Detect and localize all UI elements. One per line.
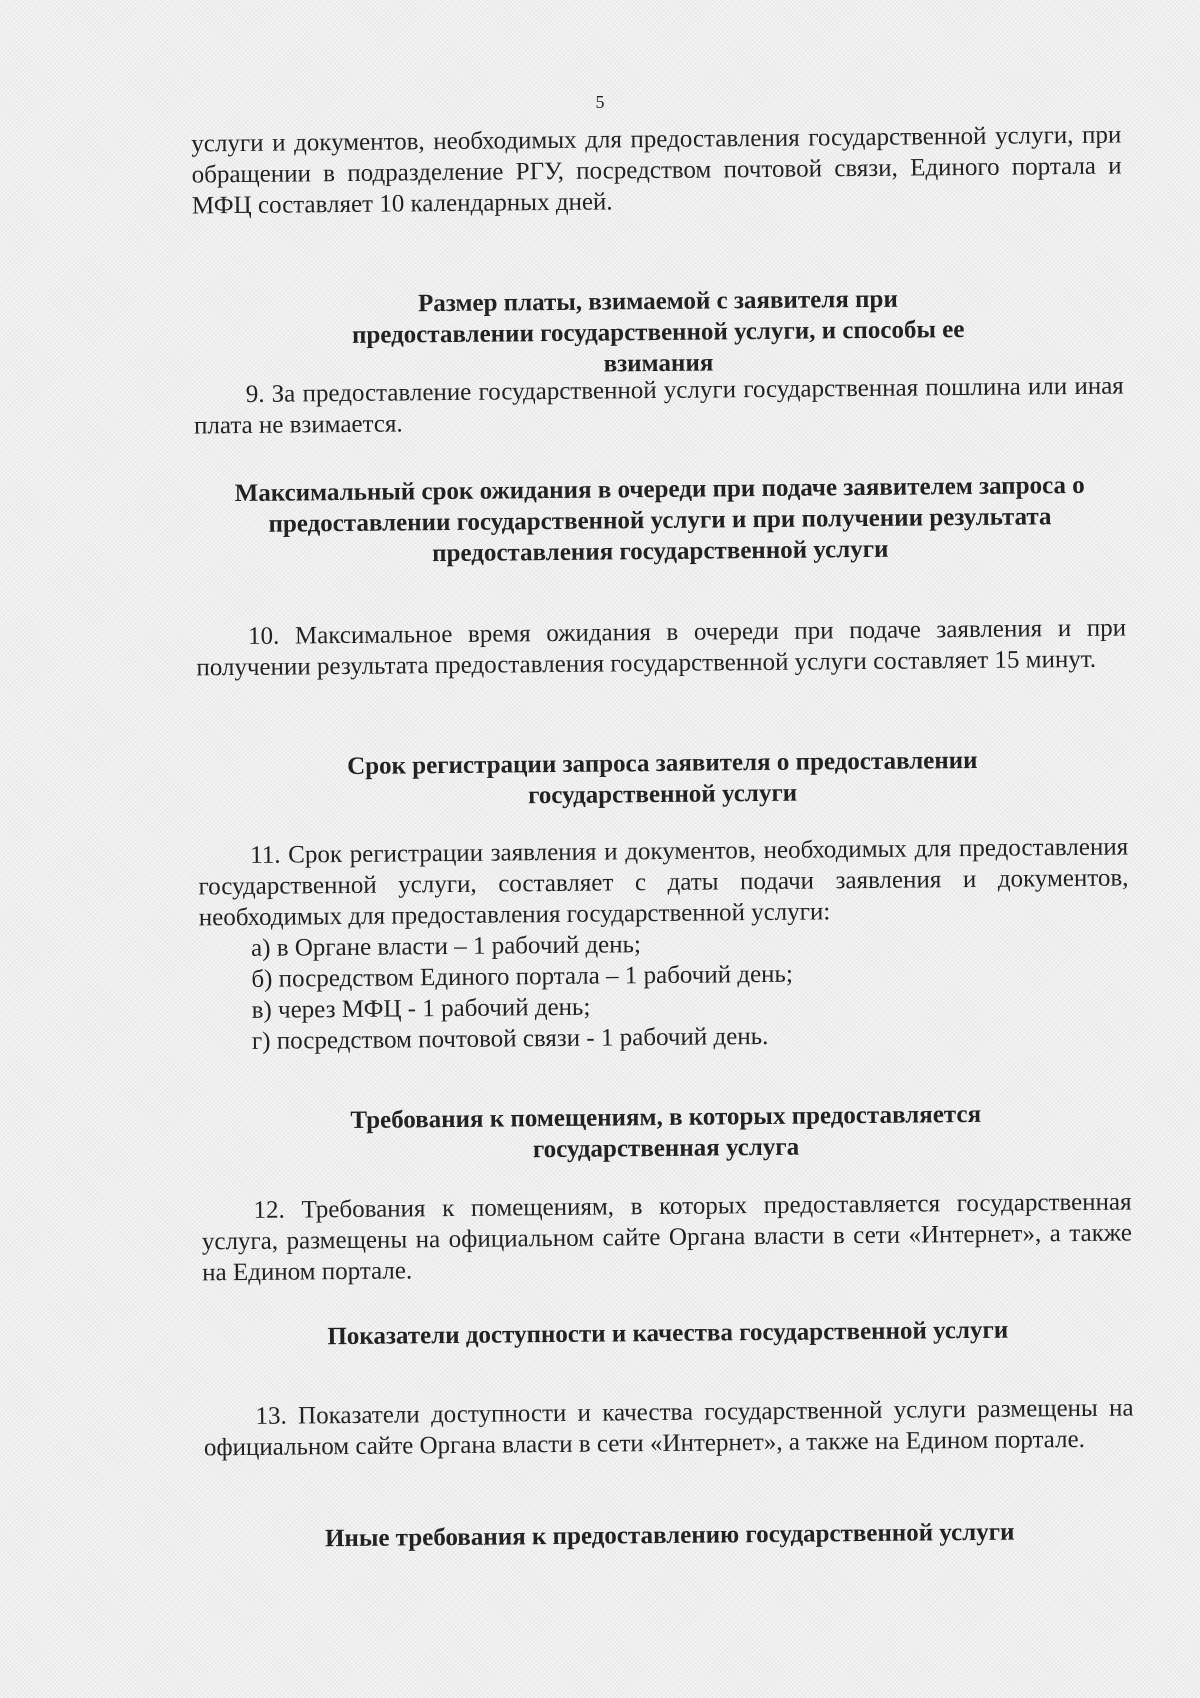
intro-paragraph: услуги и документов, необходимых для предоставления государственной услуги, при обращении в подразделение РГУ, посредством почтовой связи, Единого портала и МФЦ составляет 10 календарных дней. [191, 121, 1122, 220]
paragraph-9: 9. За предоставление государственной услуги государственная пошлина или иная плата не взимается. [193, 372, 1124, 440]
paragraph-11: 11. Срок регистрации заявления и документов, необходимых для предоставления государственной услуги, составляет с даты подачи заявления и документов, необходимых для предоставления государственной услуги: [198, 833, 1129, 932]
paragraph-13: 13. Показатели доступности и качества государственной услуги размещены на официальном сайте Органа власти в сети «Интернет», а также на Едином портале. [203, 1394, 1134, 1462]
heading-queue: Максимальный срок ожидания в очереди при подаче заявителем запроса о предоставлении государственной услуги и при получении результата предоставления государственной услуги [234, 471, 1085, 568]
paragraph-11-item-a: а) в Органе власти – 1 рабочий день; [250, 931, 642, 962]
paragraph-10: 10. Максимальное время ожидания в очереди при подаче заявления и при получении результата предоставления государственной услуги составляет 15 минут. [196, 614, 1127, 682]
paragraph-11-item-c: в) через МФЦ - 1 рабочий день; [251, 993, 591, 1024]
heading-indicators: Показатели доступности и качества государственной услуги [327, 1316, 1009, 1351]
heading-other: Иные требования к предоставлению государственной услуги [324, 1518, 1015, 1553]
paragraph-11-item-d: г) посредством почтовой связи - 1 рабочий день. [251, 1022, 769, 1055]
heading-registration: Срок регистрации запроса заявителя о предоставлении государственной услуги [346, 746, 978, 810]
heading-fee: Размер платы, взимаемой с заявителя при предоставлении государственной услуги, и способы ее взимания [351, 285, 965, 378]
document-body [190, 0, 1134, 1553]
paragraph-11-item-b: б) посредством Единого портала – 1 рабочий день; [251, 960, 793, 993]
heading-premises: Требования к помещениям, в которых предоставляется государственная услуга [350, 1100, 982, 1164]
page-number: 5 [595, 92, 605, 112]
paragraph-12: 12. Требования к помещениям, в которых предоставляется государственная услуга, размещены на официальном сайте Органа власти в сети «Интернет», а также на Едином портале. [201, 1188, 1132, 1287]
